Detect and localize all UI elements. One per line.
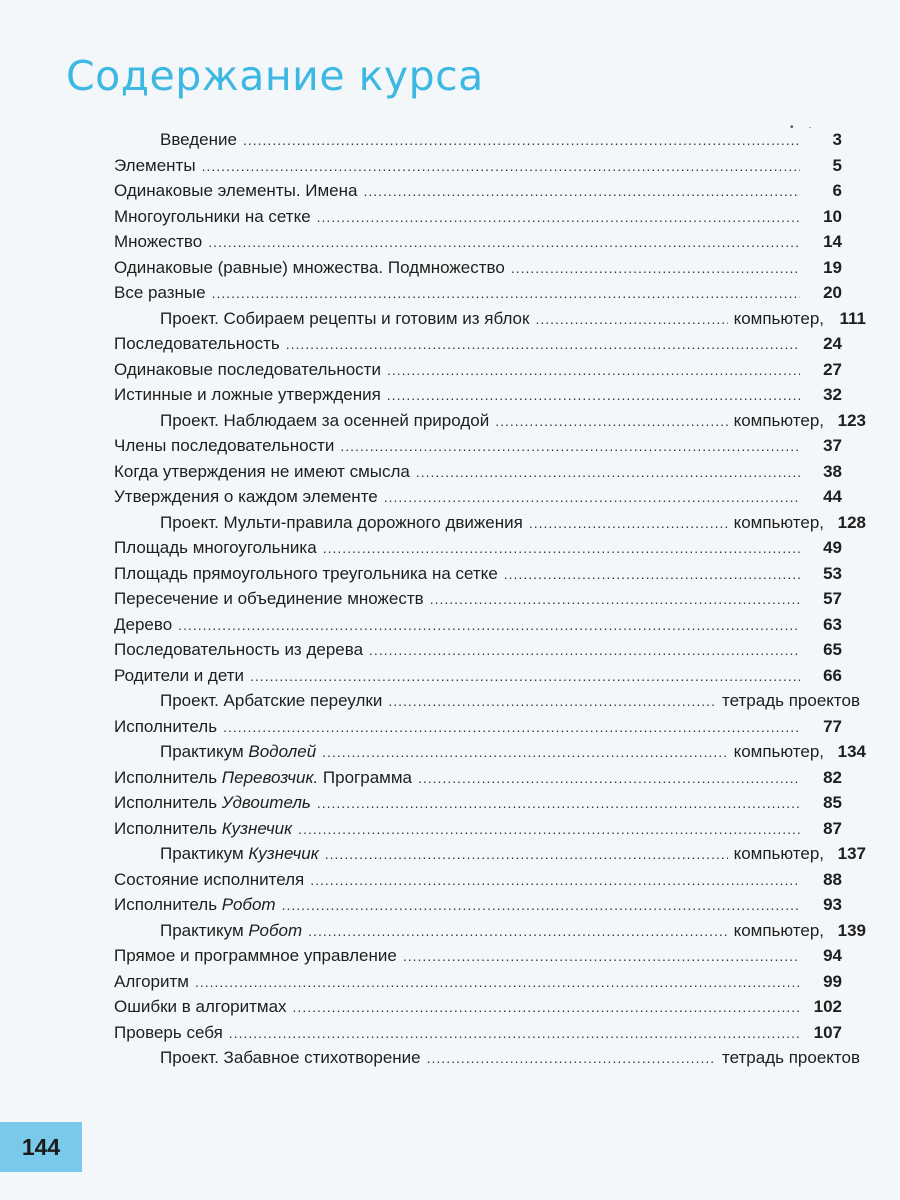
toc-entry-destination: тетрадь проектов [722,1048,860,1067]
toc-entry [114,334,866,360]
toc-entry-page: 5 [832,155,842,175]
toc-entry-title: Исполнитель Кузнечик [114,818,293,838]
dot-leader [202,158,800,174]
toc-entry-title: Истинные и ложные утверждения [114,385,381,404]
toc-entry [114,844,866,870]
dot-leader [340,438,800,454]
toc-entry [114,921,866,947]
toc-entry [114,870,866,896]
toc-entry-title: Практикум Робот [160,920,303,940]
toc-entry-title: Проект. Наблюдаем за осенней природой [160,410,490,430]
toc-entry-title: Дерево [114,614,173,634]
toc-entry-title: Члены последовательности [114,436,335,455]
dot-leader [387,387,800,403]
toc-entry-title: Проект. Мульти-правила дорожного движения [160,512,523,532]
toc-entry-page: 10 [823,206,842,226]
toc-entry-page: 44 [823,487,842,506]
toc-entry-page: 20 [823,283,842,302]
toc-entry-title: Алгоритм [114,971,189,991]
toc-entry [114,640,866,666]
dot-leader [317,209,800,225]
toc-entry-page: 128 [837,512,866,532]
toc-entry [114,895,866,921]
dot-leader [325,846,728,862]
toc-entry-page: 88 [823,869,842,889]
page-number-tab [0,1122,82,1172]
toc-entry-destination: компьютер, [733,308,824,328]
toc-entry-page: 63 [823,614,842,634]
toc-entry-italic: Робот [248,920,303,940]
dot-leader [208,234,800,250]
dot-leader [384,489,800,505]
toc-entry-page: 24 [823,334,842,353]
toc-entry-destination: компьютер, [733,512,824,532]
toc-entry [114,309,866,335]
toc-entry-title: Последовательность [114,334,280,353]
toc-entry-italic: Кузнечик [221,818,293,838]
dot-leader [535,311,727,327]
toc-entry-title: Площадь многоугольника [114,538,317,557]
toc-entry [114,130,866,156]
dot-leader [403,948,800,964]
toc-entry-page: 82 [823,767,842,787]
toc-entry [114,156,866,182]
dot-leader [427,1050,716,1066]
toc-entry-title: Проект. Собираем рецепты и готовим из яблок [160,308,530,328]
dot-leader [282,897,800,913]
toc-entry [114,819,866,845]
toc-entry-page: 32 [823,385,842,404]
toc-entry-destination: компьютер, [733,844,824,863]
toc-entry [114,997,866,1023]
toc-entry [114,589,866,615]
toc-entry [114,666,866,692]
toc-entry [114,513,866,539]
dot-leader [511,260,800,276]
dot-leader [298,821,800,837]
dot-leader [243,132,800,148]
toc-entry [114,691,866,717]
toc-entry-title: Исполнитель [114,716,218,736]
toc-entry-page: 77 [823,716,842,736]
dot-leader [293,999,800,1015]
toc-entry-title: Одинаковые (равные) множества. Подмножество [114,257,505,277]
toc-entry [114,258,866,284]
dot-leader [495,413,727,429]
toc-entry-title: Элементы [114,155,196,175]
toc-entry-title: Последовательность из дерева [114,640,364,659]
toc-entry [114,385,866,411]
toc-entry [114,1023,866,1049]
toc-entry-title: Утверждения о каждом элементе [114,487,378,506]
toc-entry-title: Когда утверждения не имеют смысла [114,461,410,481]
dot-leader [388,693,716,709]
dot-leader [504,566,800,582]
toc-entry-page: 65 [823,640,842,659]
toc-entry [114,232,866,258]
toc-entry-page: 99 [823,971,842,991]
toc-entry-title: Исполнитель Робот [114,895,276,914]
toc-entry [114,768,866,794]
toc-entry-title: Исполнитель Перевозчик. Программа [114,767,412,787]
toc-entry-title: Пересечение и объединение множеств [114,589,424,608]
toc-entry-page: 49 [823,538,842,557]
toc-entry-destination: компьютер, [733,742,824,761]
dot-leader [317,795,800,811]
dot-leader [178,617,800,633]
toc-entry-page: 38 [823,461,842,481]
dot-leader [229,1025,800,1041]
toc-entry-page: 19 [823,257,842,277]
toc-entry-page: 139 [837,920,866,940]
toc-entry-italic: Водолей [248,742,317,761]
toc-entry [114,1048,866,1074]
toc-entry-page: 134 [837,742,866,761]
toc-entry-page: 3 [832,130,842,149]
toc-entry-title: Одинаковые элементы. Имена [114,181,358,200]
dot-leader [430,591,800,607]
scan-specks: • · [790,122,818,133]
toc-entry-italic: Робот [221,895,276,914]
toc-entry-title: Состояние исполнителя [114,869,305,889]
toc-entry [114,946,866,972]
toc-entry [114,615,866,641]
page-title: Содержание курса [66,52,484,100]
toc-entry-title: Практикум Водолей [160,742,317,761]
toc-entry-page: 37 [823,436,842,455]
toc-entry-page: 102 [813,997,842,1016]
toc-entry-title: Прямое и программное управление [114,946,397,965]
toc-entry [114,436,866,462]
toc-entry [114,793,866,819]
dot-leader [223,719,800,735]
toc-entry-page: 94 [823,946,842,965]
dot-leader [369,642,800,658]
toc-entry [114,181,866,207]
toc-entry-title: Практикум Кузнечик [160,844,319,863]
toc-entry [114,487,866,513]
toc-entry-page: 137 [837,844,866,863]
table-of-contents [114,130,866,1074]
dot-leader [416,464,800,480]
toc-entry-page: 6 [832,181,842,200]
dot-leader [310,872,800,888]
dot-leader [286,336,800,352]
toc-entry-destination: компьютер, [733,410,824,430]
dot-leader [212,285,800,301]
toc-entry [114,564,866,590]
dot-leader [387,362,800,378]
toc-entry [114,283,866,309]
toc-entry [114,207,866,233]
toc-entry-page: 123 [837,410,866,430]
toc-entry-title: Введение [160,130,237,149]
dot-leader [195,974,800,990]
toc-entry-page: 57 [823,589,842,608]
toc-entry-page: 53 [823,563,842,583]
dot-leader [308,923,727,939]
toc-entry-italic: Кузнечик [248,844,319,863]
toc-entry-title: Проект. Арбатские переулки [160,691,383,710]
toc-entry-title: Родители и дети [114,665,245,685]
toc-entry-page: 66 [823,665,842,685]
toc-entry-page: 93 [823,895,842,914]
toc-entry-page: 85 [823,793,842,812]
toc-entry-title: Все разные [114,283,206,302]
dot-leader [529,515,728,531]
toc-entry [114,742,866,768]
page-number: 144 [21,1133,61,1160]
toc-entry [114,538,866,564]
dot-leader [363,183,800,199]
toc-entry [114,717,866,743]
toc-entry-italic: Перевозчик. [221,767,319,787]
toc-entry [114,462,866,488]
toc-entry-destination: компьютер, [733,920,824,940]
toc-entry-page: 107 [813,1022,842,1042]
toc-entry-title: Множество [114,232,203,251]
toc-entry-title: Площадь прямоугольного треугольника на сетке [114,563,498,583]
toc-entry-title: Исполнитель Удвоитель [114,793,311,812]
toc-entry-page: 87 [823,818,842,838]
toc-entry-page: 14 [823,232,842,251]
toc-entry-title: Проверь себя [114,1022,223,1042]
dot-leader [250,668,800,684]
toc-entry [114,972,866,998]
dot-leader [418,770,800,786]
toc-entry-title: Проект. Забавное стихотворение [160,1048,421,1067]
toc-entry-italic: Удвоитель [221,793,311,812]
toc-entry-title: Одинаковые последовательности [114,359,381,379]
toc-entry-page: 27 [823,359,842,379]
dot-leader [322,744,727,760]
toc-entry-title: Ошибки в алгоритмах [114,997,287,1016]
toc-entry [114,360,866,386]
toc-entry-destination: тетрадь проектов [722,691,860,710]
toc-entry-page: 111 [839,308,866,328]
toc-entry [114,411,866,437]
toc-entry-title: Многоугольники на сетке [114,206,311,226]
dot-leader [323,540,800,556]
